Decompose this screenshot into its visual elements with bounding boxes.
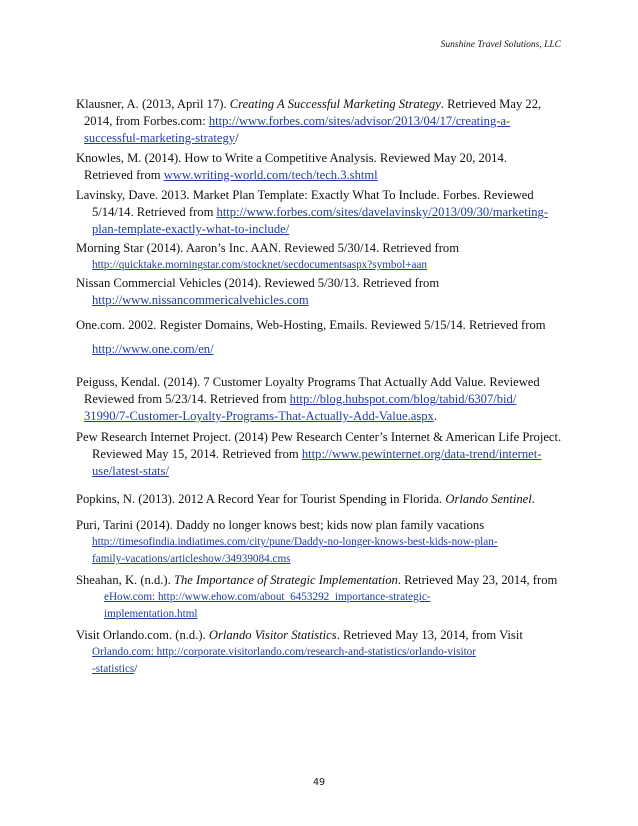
- reference-line: [76, 446, 566, 463]
- running-header: Sunshine Travel Solutions, LLC: [440, 40, 561, 50]
- ref-text: Sheahan, K. (n.d.).: [76, 573, 174, 587]
- ref-text: Retrieved from: [84, 168, 164, 182]
- ref-text: Popkins, N. (2013). 2012 A Record Year for Tourist Spending in Florida.: [76, 492, 446, 506]
- reference-line: [76, 113, 566, 130]
- reference-line: [76, 572, 566, 589]
- reference-klausner: [76, 96, 566, 147]
- ref-text: .: [531, 492, 535, 506]
- ref-text: 2014, from Forbes.com:: [84, 114, 209, 128]
- reference-line: [76, 551, 566, 568]
- ref-text: . Retrieved May 13, 2014, from Visit: [336, 628, 523, 642]
- reference-peiguss: [76, 374, 566, 425]
- ref-link[interactable]: 31990/7-Customer-Loyalty-Programs-That-Actually-Add-Value.aspx: [84, 409, 434, 423]
- reference-line: [76, 167, 566, 184]
- reference-line: [76, 391, 566, 408]
- ref-text: Reviewed from 5/23/14. Retrieved from: [84, 392, 290, 406]
- ref-link[interactable]: plan-template-exactly-what-to-include/: [92, 222, 290, 236]
- reference-line: Pew Research Internet Project. (2014) Pew Research Center’s Internet & American Life Project.: [76, 430, 562, 444]
- ref-link[interactable]: http://www.pewinternet.org/data-trend/internet-: [301, 447, 542, 461]
- ref-title: The Importance of Strategic Implementation: [173, 573, 398, 587]
- ref-text: .: [433, 409, 437, 423]
- reference-line: [76, 491, 566, 508]
- ref-text: . Retrieved May 22,: [440, 97, 542, 111]
- reference-line: [76, 644, 566, 661]
- reference-onecom: [76, 317, 566, 358]
- ref-text: Reviewed May 15, 2014. Retrieved from: [92, 447, 302, 461]
- reference-knowles: [76, 150, 566, 184]
- ref-title: Orlando Visitor Statistics: [208, 628, 337, 642]
- reference-line: Lavinsky, Dave. 2013. Market Plan Template: Exactly What To Include. Forbes. Reviewed: [76, 188, 534, 202]
- reference-line: [76, 627, 566, 644]
- reference-morningstar: [76, 240, 566, 274]
- reference-line: [76, 292, 566, 309]
- ref-text: 5/14/14. Retrieved from: [92, 205, 217, 219]
- reference-line: [76, 96, 566, 113]
- ref-link[interactable]: successful-marketing-strategy: [84, 131, 236, 145]
- ref-link[interactable]: family-vacations/articleshow/34939084.cms: [92, 553, 291, 565]
- reference-line: [76, 130, 566, 147]
- ref-text: /: [235, 131, 239, 145]
- ref-link[interactable]: implementation.html: [104, 608, 198, 620]
- ref-link[interactable]: Orlando.com: http://corporate.visitorlando.com/research-and-statistics/orlando-visitor: [92, 646, 476, 658]
- reference-visit-orlando: [76, 627, 566, 678]
- reference-line: [76, 221, 566, 238]
- ref-title: Creating A Successful Marketing Strategy: [229, 97, 441, 111]
- reference-line: [76, 408, 566, 425]
- ref-title: Orlando Sentinel: [445, 492, 532, 506]
- reference-sheahan: [76, 572, 566, 623]
- reference-popkins: [76, 491, 566, 508]
- reference-nissan: [76, 275, 566, 309]
- ref-link[interactable]: http://www.forbes.com/sites/davelavinsky/2013/09/30/marketing-: [216, 205, 548, 219]
- ref-link[interactable]: http://quicktake.morningstar.com/stocknet/secdocumentsaspx?symbol+aan: [92, 259, 428, 271]
- ref-link[interactable]: -statistics: [92, 663, 135, 675]
- reference-line: Peiguss, Kendal. (2014). 7 Customer Loyalty Programs That Actually Add Value. Reviewed: [76, 375, 540, 389]
- ref-text: Visit Orlando.com. (n.d.).: [76, 628, 209, 642]
- reference-line: Nissan Commercial Vehicles (2014). Reviewed 5/30/13. Retrieved from: [76, 276, 440, 290]
- reference-line: [76, 257, 566, 274]
- reference-pew: [76, 429, 566, 480]
- ref-link[interactable]: http://www.nissancommericalvehicles.com: [92, 293, 309, 307]
- ref-link[interactable]: http://timesofindia.indiatimes.com/city/pune/Daddy-no-longer-knows-best-kids-now-plan-: [92, 536, 498, 548]
- ref-link[interactable]: http://www.forbes.com/sites/advisor/2013/04/17/creating-a-: [208, 114, 511, 128]
- reference-line: [76, 463, 566, 480]
- ref-link[interactable]: http://www.one.com/en/: [92, 342, 214, 356]
- reference-line: [76, 341, 566, 358]
- reference-puri: [76, 517, 566, 568]
- reference-line: [76, 589, 566, 606]
- reference-lavinsky: [76, 187, 566, 238]
- reference-line: One.com. 2002. Register Domains, Web-Hosting, Emails. Reviewed 5/15/14. Retrieved from: [76, 318, 546, 332]
- reference-line: Morning Star (2014). Aaron’s Inc. AAN. Reviewed 5/30/14. Retrieved from: [76, 241, 459, 255]
- page-number: 49: [312, 777, 326, 788]
- ref-link[interactable]: www.writing-world.com/tech/tech.3.shtml: [163, 168, 378, 182]
- reference-line: [76, 606, 566, 623]
- ref-link[interactable]: http://blog.hubspot.com/blog/tabid/6307/bid/: [289, 392, 517, 406]
- ref-link[interactable]: use/latest-stats/: [92, 464, 169, 478]
- ref-text: . Retrieved May 23, 2014, from: [397, 573, 558, 587]
- reference-line: [76, 661, 566, 678]
- ref-link[interactable]: eHow.com: http://www.ehow.com/about_6453292_importance-strategic-: [104, 591, 431, 603]
- reference-line: Knowles, M. (2014). How to Write a Competitive Analysis. Reviewed May 20, 2014.: [76, 151, 507, 165]
- reference-line: [76, 204, 566, 221]
- ref-text: Klausner, A. (2013, April 17).: [76, 97, 230, 111]
- reference-line: [76, 534, 566, 551]
- ref-text: /: [134, 663, 138, 675]
- reference-line: Puri, Tarini (2014). Daddy no longer knows best; kids now plan family vacations: [76, 518, 485, 532]
